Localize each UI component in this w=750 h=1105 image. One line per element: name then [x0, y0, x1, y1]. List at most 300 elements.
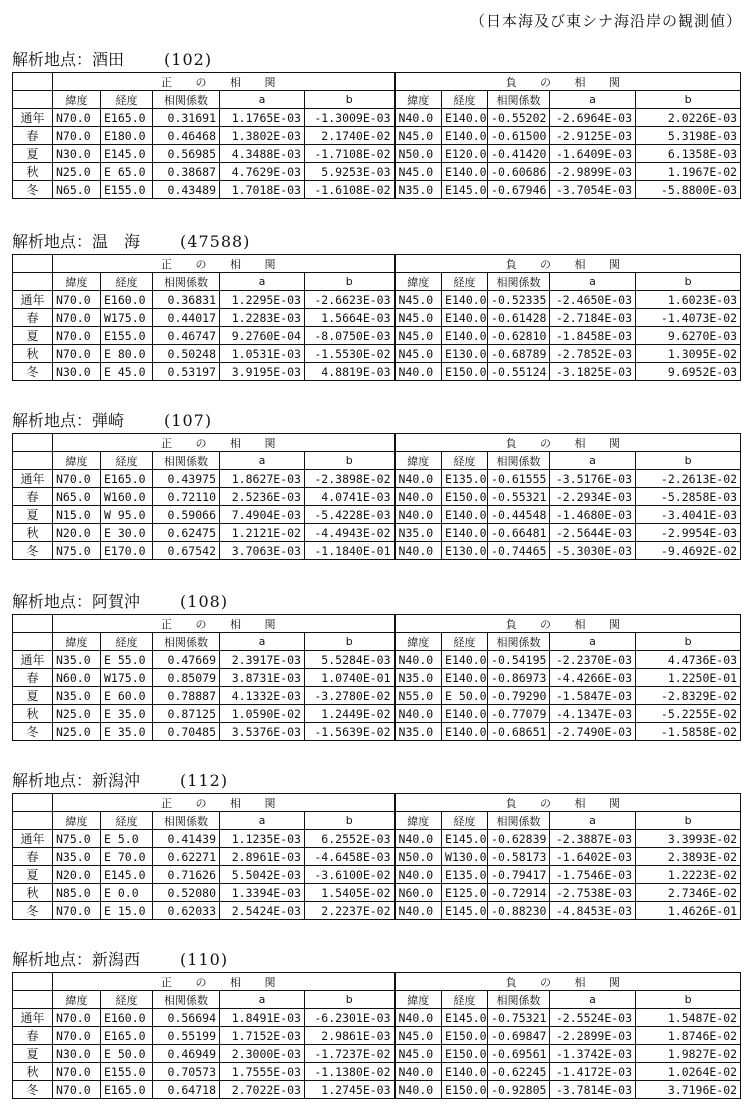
- data-cell: 1.4626E-01: [636, 902, 741, 920]
- data-cell: -2.4650E-03: [550, 291, 636, 309]
- data-cell: E150.0: [442, 1027, 488, 1045]
- column-header: 緯度: [395, 273, 442, 291]
- data-cell: E140.0: [442, 327, 488, 345]
- data-cell: 1.7555E-03: [220, 1063, 305, 1081]
- data-cell: 1.8491E-03: [220, 1009, 305, 1027]
- data-cell: -0.74465: [488, 542, 550, 560]
- data-cell: -0.55124: [488, 363, 550, 381]
- data-cell: -0.79290: [488, 687, 550, 705]
- site-code: (110): [180, 950, 229, 969]
- column-header: 相関係数: [153, 812, 220, 830]
- data-cell: -0.62839: [488, 830, 550, 848]
- data-cell: -1.7546E-03: [550, 866, 636, 884]
- data-cell: -0.75321: [488, 1009, 550, 1027]
- data-cell: 2.5424E-03: [220, 902, 305, 920]
- data-cell: -2.3887E-03: [550, 830, 636, 848]
- column-header-row: [13, 991, 741, 1009]
- column-header: a: [550, 91, 636, 109]
- data-cell: 2.8961E-03: [220, 848, 305, 866]
- column-header: 相関係数: [488, 812, 550, 830]
- season-label: 冬: [13, 723, 53, 741]
- table-row: [13, 145, 741, 163]
- data-cell: E 60.0: [101, 687, 153, 705]
- data-cell: N20.0: [53, 524, 101, 542]
- site-title: [12, 409, 740, 433]
- table-row: [13, 363, 741, 381]
- data-cell: 6.1358E-03: [636, 145, 741, 163]
- data-cell: -4.6458E-03: [305, 848, 395, 866]
- data-cell: N70.0: [53, 1063, 101, 1081]
- data-cell: 1.8627E-03: [220, 470, 305, 488]
- data-cell: 4.3488E-03: [220, 145, 305, 163]
- data-cell: 2.1740E-02: [305, 127, 395, 145]
- data-cell: N60.0: [53, 669, 101, 687]
- data-cell: E180.0: [101, 127, 153, 145]
- data-cell: E 35.0: [101, 723, 153, 741]
- data-cell: E 30.0: [101, 524, 153, 542]
- data-cell: E 50.0: [442, 687, 488, 705]
- data-cell: -5.8800E-03: [636, 181, 741, 199]
- data-cell: N70.0: [53, 902, 101, 920]
- season-label: 通年: [13, 109, 53, 127]
- data-cell: E150.0: [442, 1045, 488, 1063]
- column-header-row: [13, 273, 741, 291]
- site-section: [12, 769, 740, 920]
- data-cell: -2.9899E-03: [550, 163, 636, 181]
- site-label-prefix: 解析地点：: [12, 950, 93, 969]
- data-cell: -0.55321: [488, 488, 550, 506]
- data-cell: N20.0: [53, 866, 101, 884]
- data-cell: E 15.0: [101, 902, 153, 920]
- data-cell: 4.1332E-03: [220, 687, 305, 705]
- data-cell: 0.62033: [153, 902, 220, 920]
- negative-correlation-header: 負 の 相 関: [395, 73, 741, 91]
- column-header: 相関係数: [153, 273, 220, 291]
- data-cell: -3.7814E-03: [550, 1081, 636, 1099]
- corner-cell: [13, 615, 53, 633]
- column-header: 相関係数: [488, 452, 550, 470]
- data-cell: N40.0: [395, 1081, 442, 1099]
- data-cell: -3.5176E-03: [550, 470, 636, 488]
- column-header: 経度: [101, 633, 153, 651]
- data-cell: 4.8819E-03: [305, 363, 395, 381]
- data-cell: -1.1840E-01: [305, 542, 395, 560]
- data-cell: E 55.0: [101, 651, 153, 669]
- data-cell: 0.67542: [153, 542, 220, 560]
- data-cell: N15.0: [53, 506, 101, 524]
- data-cell: -0.54195: [488, 651, 550, 669]
- data-cell: 9.2760E-04: [220, 327, 305, 345]
- positive-correlation-header: 正 の 相 関: [53, 255, 395, 273]
- table-row: [13, 345, 741, 363]
- column-header: b: [636, 633, 741, 651]
- column-header: 経度: [442, 91, 488, 109]
- column-header: 相関係数: [153, 452, 220, 470]
- data-cell: 0.47669: [153, 651, 220, 669]
- data-cell: 0.52080: [153, 884, 220, 902]
- data-cell: N35.0: [53, 848, 101, 866]
- data-cell: -2.6623E-03: [305, 291, 395, 309]
- season-label: 春: [13, 127, 53, 145]
- column-header: b: [636, 273, 741, 291]
- column-header: a: [220, 812, 305, 830]
- site-section: [12, 409, 740, 560]
- data-cell: -2.2899E-03: [550, 1027, 636, 1045]
- column-header: 経度: [442, 633, 488, 651]
- data-cell: E150.0: [442, 1081, 488, 1099]
- column-header: a: [220, 633, 305, 651]
- data-cell: 0.87125: [153, 705, 220, 723]
- data-cell: E150.0: [442, 363, 488, 381]
- data-cell: 3.3993E-02: [636, 830, 741, 848]
- negative-correlation-header: 負 の 相 関: [395, 255, 741, 273]
- data-cell: 0.41439: [153, 830, 220, 848]
- data-cell: -3.1825E-03: [550, 363, 636, 381]
- data-cell: 0.50248: [153, 345, 220, 363]
- data-cell: -8.0750E-03: [305, 327, 395, 345]
- data-cell: -5.4228E-03: [305, 506, 395, 524]
- column-header: a: [550, 991, 636, 1009]
- group-header-row: [13, 255, 741, 273]
- correlation-table: [12, 972, 741, 1099]
- data-cell: E140.0: [442, 1063, 488, 1081]
- data-cell: -2.3898E-02: [305, 470, 395, 488]
- data-cell: 0.70485: [153, 723, 220, 741]
- data-cell: 0.31691: [153, 109, 220, 127]
- data-cell: -1.5530E-02: [305, 345, 395, 363]
- data-cell: N35.0: [395, 181, 442, 199]
- data-cell: 2.5236E-03: [220, 488, 305, 506]
- data-cell: 1.2223E-02: [636, 866, 741, 884]
- data-cell: N70.0: [53, 109, 101, 127]
- column-header: b: [305, 812, 395, 830]
- site-label-prefix: 解析地点：: [12, 232, 93, 251]
- data-cell: -2.2613E-02: [636, 470, 741, 488]
- data-cell: E140.0: [442, 506, 488, 524]
- data-cell: 0.44017: [153, 309, 220, 327]
- data-cell: E 50.0: [101, 1045, 153, 1063]
- data-cell: E145.0: [101, 866, 153, 884]
- data-cell: E145.0: [442, 830, 488, 848]
- site-title: [12, 230, 740, 254]
- season-label: 秋: [13, 884, 53, 902]
- column-header: 相関係数: [153, 991, 220, 1009]
- data-cell: N35.0: [53, 651, 101, 669]
- data-cell: -0.62245: [488, 1063, 550, 1081]
- data-cell: N40.0: [395, 830, 442, 848]
- season-label: 春: [13, 669, 53, 687]
- data-cell: N45.0: [395, 1027, 442, 1045]
- data-cell: -0.52335: [488, 291, 550, 309]
- table-row: [13, 902, 741, 920]
- season-label: 夏: [13, 1045, 53, 1063]
- data-cell: E155.0: [101, 181, 153, 199]
- column-header: 経度: [442, 273, 488, 291]
- data-cell: 0.46468: [153, 127, 220, 145]
- site-label-prefix: 解析地点：: [12, 592, 93, 611]
- data-cell: N75.0: [53, 830, 101, 848]
- data-cell: E135.0: [442, 866, 488, 884]
- group-header-row: [13, 434, 741, 452]
- data-cell: 0.56985: [153, 145, 220, 163]
- data-cell: 2.7346E-02: [636, 884, 741, 902]
- data-cell: W130.0: [442, 848, 488, 866]
- column-header: 経度: [442, 452, 488, 470]
- data-cell: N70.0: [53, 345, 101, 363]
- column-header-row: [13, 91, 741, 109]
- data-cell: -4.1347E-03: [550, 705, 636, 723]
- data-cell: N40.0: [395, 651, 442, 669]
- site-title: [12, 48, 740, 72]
- column-header: a: [220, 452, 305, 470]
- column-header: 緯度: [395, 991, 442, 1009]
- data-cell: -3.6100E-02: [305, 866, 395, 884]
- table-row: [13, 109, 741, 127]
- data-cell: N35.0: [53, 687, 101, 705]
- data-cell: -0.55202: [488, 109, 550, 127]
- season-label: 冬: [13, 181, 53, 199]
- data-cell: 0.43975: [153, 470, 220, 488]
- data-cell: E145.0: [442, 902, 488, 920]
- data-cell: E140.0: [442, 127, 488, 145]
- data-cell: 2.3917E-03: [220, 651, 305, 669]
- corner-cell: [13, 812, 53, 830]
- data-cell: -2.9125E-03: [550, 127, 636, 145]
- data-cell: E140.0: [442, 109, 488, 127]
- data-cell: 1.0264E-02: [636, 1063, 741, 1081]
- season-label: 夏: [13, 866, 53, 884]
- data-cell: -1.6402E-03: [550, 848, 636, 866]
- site-title: [12, 590, 740, 614]
- season-label: 秋: [13, 163, 53, 181]
- data-cell: N45.0: [395, 291, 442, 309]
- data-cell: 7.4904E-03: [220, 506, 305, 524]
- season-label: 通年: [13, 470, 53, 488]
- data-cell: N40.0: [395, 363, 442, 381]
- data-cell: 1.6023E-03: [636, 291, 741, 309]
- column-header: 緯度: [53, 273, 101, 291]
- data-cell: -1.5858E-02: [636, 723, 741, 741]
- data-cell: N70.0: [53, 1081, 101, 1099]
- data-cell: 0.53197: [153, 363, 220, 381]
- site-name: 温 海: [92, 232, 141, 251]
- data-cell: W 95.0: [101, 506, 153, 524]
- column-header: b: [305, 273, 395, 291]
- correlation-table: [12, 72, 741, 199]
- data-cell: 1.9827E-02: [636, 1045, 741, 1063]
- data-cell: N40.0: [395, 902, 442, 920]
- table-row: [13, 830, 741, 848]
- data-cell: -1.7108E-02: [305, 145, 395, 163]
- data-cell: 1.2295E-03: [220, 291, 305, 309]
- table-row: [13, 884, 741, 902]
- negative-correlation-header: 負 の 相 関: [395, 973, 741, 991]
- correlation-table: [12, 614, 741, 741]
- data-cell: N70.0: [53, 1027, 101, 1045]
- data-cell: 1.1967E-02: [636, 163, 741, 181]
- season-label: 通年: [13, 1009, 53, 1027]
- data-cell: E165.0: [101, 109, 153, 127]
- data-cell: -3.2780E-02: [305, 687, 395, 705]
- column-header-row: [13, 812, 741, 830]
- data-cell: N70.0: [53, 470, 101, 488]
- table-row: [13, 1081, 741, 1099]
- data-cell: 2.3893E-02: [636, 848, 741, 866]
- data-cell: 1.3095E-02: [636, 345, 741, 363]
- site-title: [12, 948, 740, 972]
- column-header: 経度: [101, 273, 153, 291]
- table-row: [13, 723, 741, 741]
- column-header-row: [13, 452, 741, 470]
- data-cell: -0.69847: [488, 1027, 550, 1045]
- table-row: [13, 291, 741, 309]
- data-cell: E130.0: [442, 542, 488, 560]
- data-cell: N40.0: [395, 542, 442, 560]
- data-cell: N75.0: [53, 542, 101, 560]
- column-header: b: [636, 812, 741, 830]
- data-cell: W175.0: [101, 309, 153, 327]
- data-cell: N70.0: [53, 1009, 101, 1027]
- table-row: [13, 524, 741, 542]
- corner-cell: [13, 434, 53, 452]
- data-cell: -4.4266E-03: [550, 669, 636, 687]
- data-cell: -0.69561: [488, 1045, 550, 1063]
- data-cell: W175.0: [101, 669, 153, 687]
- data-cell: E 45.0: [101, 363, 153, 381]
- data-cell: -9.4692E-02: [636, 542, 741, 560]
- data-cell: N85.0: [53, 884, 101, 902]
- correlation-table: [12, 433, 741, 560]
- data-cell: N65.0: [53, 488, 101, 506]
- data-cell: N25.0: [53, 163, 101, 181]
- header-note: （日本海及び東シナ海沿岸の観測値）: [469, 12, 742, 30]
- data-cell: N70.0: [53, 309, 101, 327]
- data-cell: 0.55199: [153, 1027, 220, 1045]
- data-cell: -1.8458E-03: [550, 327, 636, 345]
- season-label: 冬: [13, 542, 53, 560]
- data-cell: N25.0: [53, 723, 101, 741]
- data-cell: -2.8329E-02: [636, 687, 741, 705]
- data-cell: 5.9253E-03: [305, 163, 395, 181]
- season-label: 通年: [13, 291, 53, 309]
- data-cell: -0.60686: [488, 163, 550, 181]
- negative-correlation-header: 負 の 相 関: [395, 615, 741, 633]
- site-name: 新潟沖: [92, 771, 141, 790]
- table-row: [13, 506, 741, 524]
- column-header: b: [305, 991, 395, 1009]
- corner-cell: [13, 255, 53, 273]
- data-cell: 3.7196E-02: [636, 1081, 741, 1099]
- data-cell: N70.0: [53, 127, 101, 145]
- data-cell: -1.6108E-02: [305, 181, 395, 199]
- table-row: [13, 1045, 741, 1063]
- data-cell: 0.46949: [153, 1045, 220, 1063]
- column-header: 緯度: [53, 812, 101, 830]
- data-cell: -0.44548: [488, 506, 550, 524]
- season-label: 冬: [13, 363, 53, 381]
- data-cell: N45.0: [395, 1045, 442, 1063]
- data-cell: E150.0: [442, 488, 488, 506]
- season-label: 春: [13, 309, 53, 327]
- data-cell: E165.0: [101, 1027, 153, 1045]
- data-cell: E145.0: [442, 181, 488, 199]
- site-name: 弾崎: [92, 411, 125, 430]
- data-cell: -2.5524E-03: [550, 1009, 636, 1027]
- season-label: 秋: [13, 705, 53, 723]
- data-cell: -2.7538E-03: [550, 884, 636, 902]
- data-cell: -1.4680E-03: [550, 506, 636, 524]
- group-header-row: [13, 615, 741, 633]
- data-cell: N55.0: [395, 687, 442, 705]
- season-label: 夏: [13, 687, 53, 705]
- data-cell: 0.78887: [153, 687, 220, 705]
- column-header: b: [305, 452, 395, 470]
- season-label: 夏: [13, 327, 53, 345]
- data-cell: 1.5487E-02: [636, 1009, 741, 1027]
- data-cell: -0.41420: [488, 145, 550, 163]
- corner-cell: [13, 633, 53, 651]
- season-label: 夏: [13, 506, 53, 524]
- data-cell: -1.4172E-03: [550, 1063, 636, 1081]
- table-row: [13, 181, 741, 199]
- site-name: 酒田: [92, 50, 125, 69]
- table-row: [13, 687, 741, 705]
- data-cell: 0.59066: [153, 506, 220, 524]
- column-header: 緯度: [53, 452, 101, 470]
- data-cell: E 5.0: [101, 830, 153, 848]
- site-code: (102): [164, 50, 213, 69]
- site-label-prefix: 解析地点：: [12, 771, 93, 790]
- column-header: 緯度: [395, 91, 442, 109]
- data-cell: -2.7490E-03: [550, 723, 636, 741]
- data-cell: 0.62475: [153, 524, 220, 542]
- data-cell: -6.2301E-03: [305, 1009, 395, 1027]
- data-cell: N40.0: [395, 866, 442, 884]
- data-cell: -0.67946: [488, 181, 550, 199]
- data-cell: -0.77079: [488, 705, 550, 723]
- data-cell: E140.0: [442, 309, 488, 327]
- data-cell: -0.92805: [488, 1081, 550, 1099]
- data-cell: 5.3198E-03: [636, 127, 741, 145]
- data-cell: 1.3394E-03: [220, 884, 305, 902]
- data-cell: E140.0: [442, 291, 488, 309]
- season-label: 冬: [13, 1081, 53, 1099]
- table-row: [13, 651, 741, 669]
- data-cell: 9.6270E-03: [636, 327, 741, 345]
- column-header: 相関係数: [153, 91, 220, 109]
- data-cell: 0.56694: [153, 1009, 220, 1027]
- data-cell: 1.5664E-03: [305, 309, 395, 327]
- column-header: 相関係数: [488, 991, 550, 1009]
- table-row: [13, 488, 741, 506]
- data-cell: -2.2934E-03: [550, 488, 636, 506]
- data-cell: N40.0: [395, 1009, 442, 1027]
- data-cell: 3.7063E-03: [220, 542, 305, 560]
- data-cell: -4.8453E-03: [550, 902, 636, 920]
- column-header: 緯度: [395, 812, 442, 830]
- column-header: 緯度: [53, 633, 101, 651]
- positive-correlation-header: 正 の 相 関: [53, 434, 395, 452]
- data-cell: -1.1380E-02: [305, 1063, 395, 1081]
- data-cell: -2.5644E-03: [550, 524, 636, 542]
- column-header: 経度: [101, 991, 153, 1009]
- data-cell: 0.71626: [153, 866, 220, 884]
- site-section: [12, 590, 740, 741]
- data-cell: -0.62810: [488, 327, 550, 345]
- column-header: 経度: [101, 812, 153, 830]
- data-cell: -2.7184E-03: [550, 309, 636, 327]
- column-header: b: [636, 91, 741, 109]
